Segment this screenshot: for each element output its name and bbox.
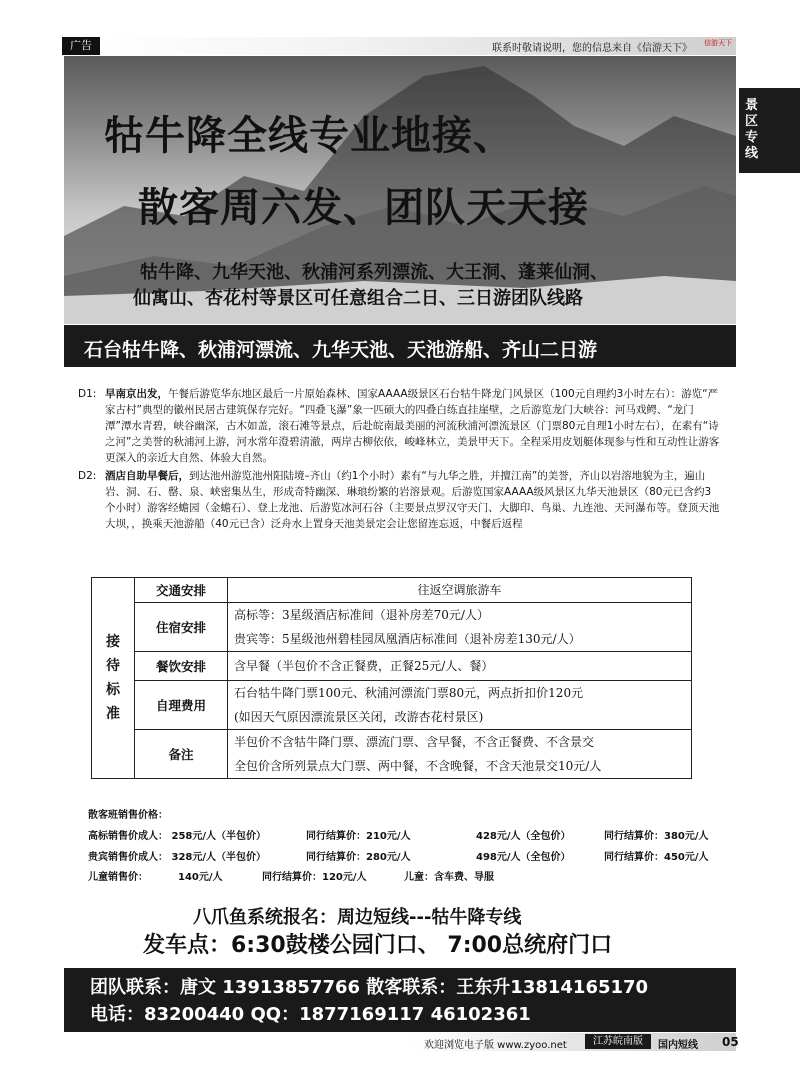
table-header: 接待标准 xyxy=(92,578,135,779)
category-self-pay: 自理费用 xyxy=(135,681,228,730)
price-title: 散客班销售价格： xyxy=(88,810,168,821)
footer-url-note[interactable]: 欢迎浏览电子版 www.zyoo.net xyxy=(424,1040,567,1051)
contact-line-1: 团队联系：唐文 13913857766 散客联系：王东升13814165170 xyxy=(90,977,649,998)
edition-badge: 江苏皖南版 xyxy=(585,1034,651,1049)
publisher-logo: 信游天下 xyxy=(704,39,732,47)
day2-body: 到达池州游览池州阳陆境–齐山（约1个小时）素有“与九华之胜，并擅江南”的美誉，齐山以岩溶地貌为主，遍山岩、洞、石、罄、泉、峡密集丛生，形成奇特幽深、琳琅纷繁的岩溶景观。后游览国家AAAA级风景区九华天池景区（80元已含约3个小时）游客经蟾园（金蟾石）、登上龙池、后游览冰河石谷（主要景点罗汉守天门、大脚印、鸟巢、九连池、天河瀑布等。登顶天池大坝，，换乘天池游船（40元已含）泛舟水上置身天池美景定会让您留连忘返，中餐后返程 xyxy=(105,470,720,530)
day1-body: 午餐后游览华东地区最后一片原始森林、国家AAAA级景区石台牯牛降龙门风景区（100元自理约3小时左右）：游览“严家古村”典型的徽州民居古建筑保存完好。“四叠飞瀑”象一匹硕大的四叠白练直挂崖壁，之后游览龙门大峡谷：河马戏鳄、“龙门潭”潭水青碧，峡谷幽深，古木如盖，滚石滩等景点，后赴皖南最美丽的河流秋浦河漂流景区（门票80元自理1小时左右），在素有“诗之河”之美誉的秋浦河上游，河水常年澄碧清澈，两岸古柳依依，峻峰林立，美景甲天下。全程采用皮划艇体现参与性和互动性让游客更深入的亲近大自然、体验大自然。 xyxy=(105,388,720,464)
table-row xyxy=(92,652,692,681)
category-transport: 交通安排 xyxy=(135,578,228,603)
contact-note: 联系时敬请说明，您的信息来自《信游天下》 xyxy=(492,43,692,54)
signup-line: 八爪鱼系统报名：周边短线---牯牛降专线 xyxy=(193,907,522,928)
price-r2c2: 同行结算价：280元/人 xyxy=(306,852,411,863)
day1-label: D1: xyxy=(78,388,97,400)
transport-value: 往返空调旅游车 xyxy=(228,578,692,603)
table-row xyxy=(92,578,692,603)
price-r3c2: 同行结算价：120元/人 xyxy=(262,872,367,883)
page-number: 05 xyxy=(722,1035,739,1049)
price-r1c2: 同行结算价：210元/人 xyxy=(306,831,411,842)
day1-lead: 早南京出发， xyxy=(105,388,168,400)
side-tab-label: 景区专线 xyxy=(745,98,759,161)
subheadline-2: 仙寓山、杏花村等景区可任意组合二日、三日游团队线路 xyxy=(133,288,583,309)
price-r1c3: 428元/人（全包价） xyxy=(476,831,571,842)
price-r2c4: 同行结算价：450元/人 xyxy=(604,852,709,863)
departure-line: 发车点：6:30鼓楼公园门口、 7:00总统府门口 xyxy=(143,933,613,958)
day2-label: D2: xyxy=(78,470,97,482)
meals-value: 含早餐（半包价不含正餐费，正餐25元/人、餐） xyxy=(228,652,692,681)
table-row xyxy=(92,681,692,730)
price-r1c4: 同行结算价：380元/人 xyxy=(604,831,709,842)
section-name: 国内短线 xyxy=(658,1040,698,1051)
day1-text xyxy=(105,386,720,466)
price-r3c3: 儿童：含车费、导服 xyxy=(404,872,494,883)
category-meals: 餐饮安排 xyxy=(135,652,228,681)
price-r2c3: 498元/人（全包价） xyxy=(476,852,571,863)
contact-line-2: 电话：83200440 QQ：1877169117 46102361 xyxy=(90,1004,531,1025)
day2-text xyxy=(105,468,720,532)
category-notes: 备注 xyxy=(135,730,228,779)
headline-2: 散客周六发、团队天天接 xyxy=(138,185,589,231)
notes-value: 半包价不含牯牛降门票、漂流门票、含早餐，不含正餐费、不含景交 全包价含所列景点大门票、两中餐，不含晚餐，不含天池景交10元/人 xyxy=(228,730,692,779)
table-row xyxy=(92,730,692,779)
lodging-value: 高标等：3星级酒店标准间（退补房差70元/人） 贵宾等：5星级池州碧桂园凤凰酒店标准间（退补房差130元/人） xyxy=(228,603,692,652)
category-lodging: 住宿安排 xyxy=(135,603,228,652)
price-r1c1: 高标销售价成人： 258元/人（半包价） xyxy=(88,831,267,842)
route-banner-text: 石台牯牛降、秋浦河漂流、九华天池、天池游船、齐山二日游 xyxy=(84,339,598,361)
ad-tag: 广告 xyxy=(62,37,100,55)
price-r3c1b: 140元/人 xyxy=(178,872,223,883)
self-pay-value: 石台牯牛降门票100元、秋浦河漂流门票80元，两点折扣价120元 (如因天气原因漂流景区关闭，改游杏花村景区) xyxy=(228,681,692,730)
day2-lead: 酒店自助早餐后， xyxy=(105,470,189,482)
reception-standards-table xyxy=(91,577,692,779)
price-r3c1: 儿童销售价： xyxy=(88,872,148,883)
subheadline-1: 牯牛降、九华天池、秋浦河系列漂流、大王洞、蓬莱仙洞、 xyxy=(140,262,608,283)
headline-1: 牯牛降全线专业地接、 xyxy=(104,113,514,159)
table-row xyxy=(92,603,692,652)
price-r2c1: 贵宾销售价成人： 328元/人（半包价） xyxy=(88,852,267,863)
